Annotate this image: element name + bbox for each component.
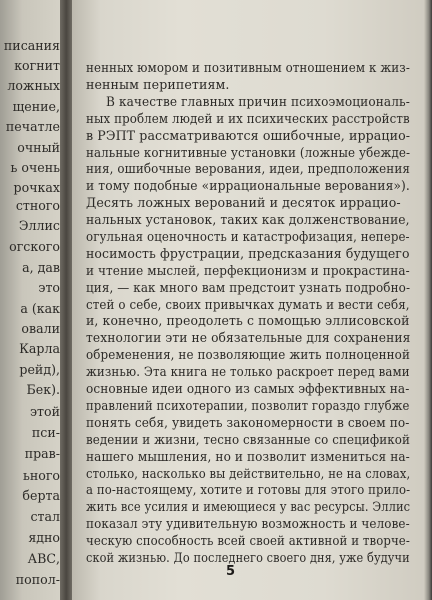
left-page-line: очный (17, 140, 60, 155)
body-text-line: нальные когнитивные установки (ложные убежде- (86, 144, 411, 160)
body-text-line: огульная оценочность и катастрофизация, непере- (86, 229, 410, 244)
body-text-line: технологии эти не обязательные для сохранения (86, 330, 411, 346)
body-text-line: В качестве главных причин психоэмоциональ- (106, 93, 410, 109)
body-text-line: обременения, не позволяющие жить полноценной (86, 347, 410, 363)
left-page (0, 0, 64, 600)
left-page-line: стного (15, 198, 60, 213)
right-page (72, 0, 432, 600)
left-page-line: ядно (28, 530, 60, 545)
body-text-line: жизнью. Эта книга не только раскроет перед вами (86, 364, 410, 380)
body-text-line: ненных юмором и позитивным отношением к жиз- (86, 60, 410, 75)
body-text-line: стей о себе, своих привычках думать и вести себя, (86, 296, 410, 312)
body-text-line: ведении и жизни, тесно связанные со спецификой (86, 431, 410, 447)
left-page-line: Эллис (18, 218, 60, 233)
left-page-line: попол- (15, 572, 60, 587)
body-text-line: ния, ошибочные верования, идеи, предположения (86, 161, 410, 177)
left-page-line: Карла (19, 341, 60, 356)
page-edge-shadow (424, 0, 432, 600)
body-text-line: ской жизнью. До последнего своего дня, уже будучи (86, 550, 410, 565)
body-text-line: и, конечно, преодолеть с помощью эллисовской (86, 313, 410, 329)
body-text-line: и чтение мыслей, перфекционизм и прокрастина- (86, 262, 410, 278)
left-page-line: а, дав (22, 260, 60, 275)
body-text-line: ческую способность всей своей активной и творче- (86, 533, 410, 549)
left-page-line: рейд), (19, 362, 60, 377)
left-page-line: когнит (14, 58, 60, 73)
page-number: 5 (226, 564, 236, 579)
body-text-line: ция, — как много вам предстоит узнать подробно- (86, 279, 411, 295)
body-text-line: показал эту удивительную возможность и челове- (86, 516, 410, 532)
left-page-line: щение, (12, 99, 60, 114)
left-page-line: ьного (22, 468, 60, 483)
left-page-line: прав- (24, 446, 60, 461)
left-page-line: ь очень (10, 160, 60, 175)
left-page-line: АВС, (27, 551, 60, 566)
left-page-line: овали (21, 321, 60, 336)
left-page-line: этой (30, 404, 60, 419)
body-text-line: и тому подобные «иррациональные верования»). (86, 178, 410, 194)
body-text-line: понять себя, увидеть закономерности в своем по- (86, 414, 410, 430)
left-page-line: огского (9, 239, 60, 254)
left-page-line: печатле (5, 119, 60, 134)
left-page-line: Бек). (26, 382, 60, 397)
left-page-line: писания (3, 38, 60, 53)
body-text-line: а по-настоящему, хотите и готовы для этого прило- (86, 482, 411, 498)
body-text-line: столько, насколько вы действительно, не на словах, (86, 465, 411, 481)
left-page-line: берта (22, 488, 60, 503)
left-page-line: а (как (20, 301, 60, 316)
left-page-line: ложных (7, 78, 60, 93)
body-text-line: основные идеи одного из самых эффективных на- (86, 381, 410, 396)
left-page-line: пси- (31, 425, 60, 440)
body-text-line: жить все усилия и имеющиеся у вас ресурсы. Эллис (86, 499, 411, 515)
body-text-line: Десять ложных верований и десяток иррацио- (86, 195, 401, 211)
left-page-line: это (38, 280, 60, 295)
body-text-line: нашего мышления, но и позволит измениться на- (86, 448, 410, 464)
left-page-line: стал (30, 509, 60, 524)
left-page-line: рочках (13, 180, 60, 195)
body-text-line: ненным перипетиям. (86, 76, 230, 92)
body-text-line: правлений психотерапии, позволит гораздо глубже (86, 397, 410, 413)
body-text-line: носимость фрустрации, предсказания будущего (86, 245, 410, 261)
body-text-line: в РЭПТ рассматриваются ошибочные, иррацио- (86, 127, 411, 143)
body-text-line: ных проблем людей и их психических расстройств (86, 110, 410, 126)
body-text-line: нальных установок, таких как долженствование, (86, 212, 410, 228)
